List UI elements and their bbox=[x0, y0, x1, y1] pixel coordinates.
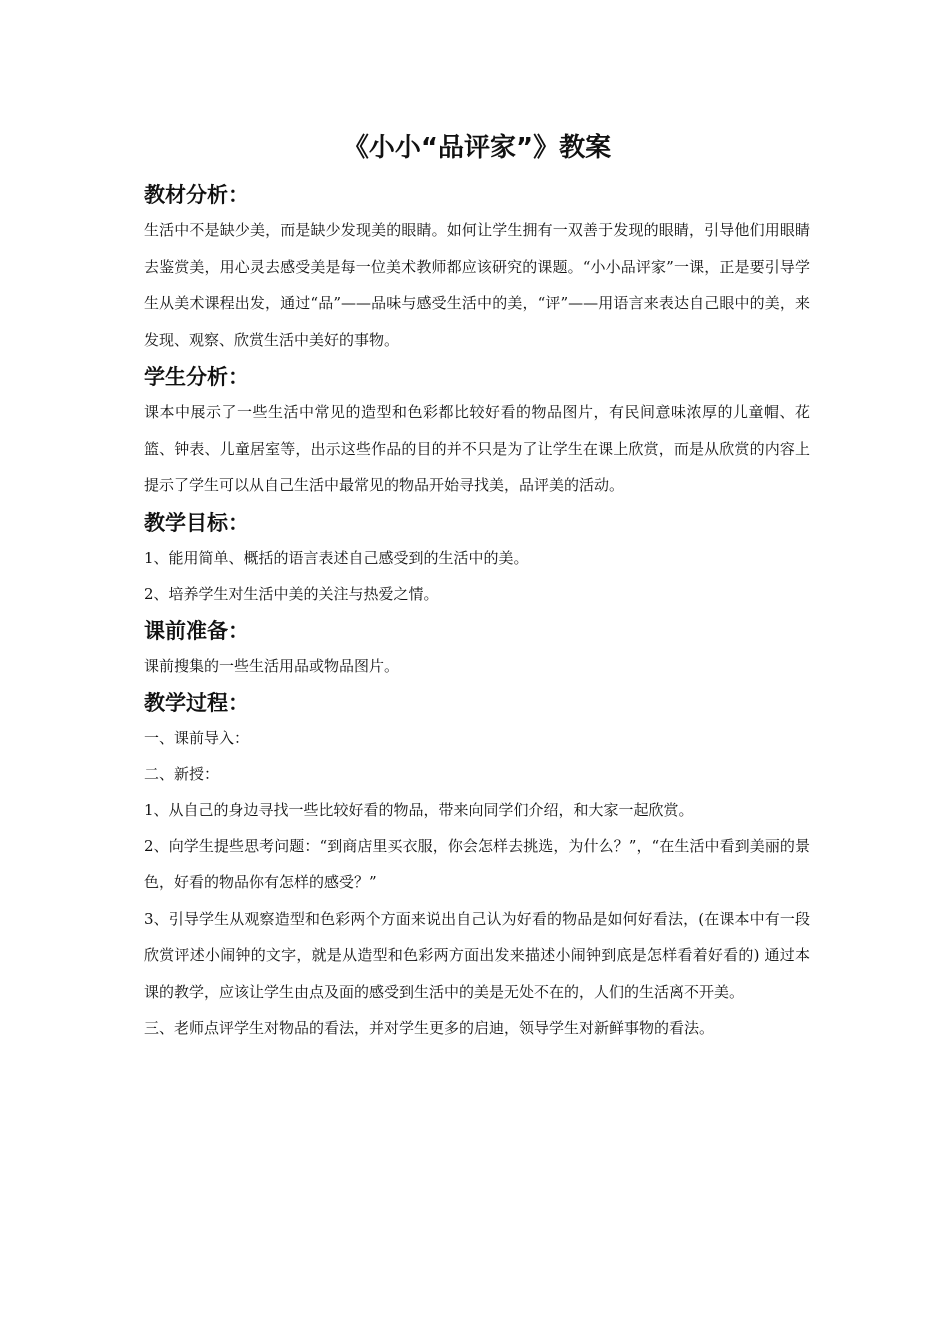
process-item-2: 2、向学生提些思考问题：“到商店里买衣服，你会怎样去挑选，为什么？”，“在生活中看到美丽的景色，好看的物品你有怎样的感受？” bbox=[144, 836, 810, 891]
paragraph-materials-analysis: 生活中不是缺少美，而是缺少发现美的眼睛。如何让学生拥有一双善于发现的眼睛，引导他们用眼睛去鉴赏美，用心灵去感受美是每一位美术教师都应该研究的课题。“小小品评家”一课，正是要引导学生从美术课程出发，通过“品”——品味与感受生活中的美，“评”——用语言来表达自己眼中的美，来发现、观察、欣赏生活中美好的事物。 bbox=[144, 221, 810, 349]
heading-preparation: 课前准备： bbox=[144, 618, 249, 643]
process-step-2: 二、新授： bbox=[144, 764, 220, 783]
heading-teaching-process: 教学过程： bbox=[144, 690, 249, 715]
process-item-3: 3、引导学生从观察造型和色彩两个方面来说出自己认为好看的物品是如何好看法，(在课本中有一段欣赏评述小闹钟的文字，就是从造型和色彩两方面出发来描述小闹钟到底是怎样看着好看的) 通过本课的教学，应该让学生由点及面的感受到生活中的美是无处不在的，人们的生活离不开美。 bbox=[144, 909, 810, 1001]
paragraph-student-analysis: 课本中展示了一些生活中常见的造型和色彩都比较好看的物品图片，有民间意味浓厚的儿童帽、花篮、钟表、儿童居室等，出示这些作品的目的并不只是为了让学生在课上欣赏，而是从欣赏的内容上提示了学生可以从自己生活中最常见的物品开始寻找美，品评美的活动。 bbox=[144, 403, 810, 494]
heading-teaching-goals: 教学目标： bbox=[144, 510, 249, 535]
document-title: 《小小“品评家”》教案 bbox=[342, 133, 612, 163]
process-step-3: 三、老师点评学生对物品的看法，并对学生更多的启迪，领导学生对新鲜事物的看法。 bbox=[144, 1019, 715, 1037]
heading-materials-analysis: 教材分析： bbox=[144, 183, 249, 207]
goal-item-2: 2、培养学生对生活中美的关注与热爱之情。 bbox=[144, 584, 439, 603]
goal-item-1: 1、能用简单、概括的语言表述自己感受到的生活中的美。 bbox=[144, 548, 529, 567]
heading-student-analysis: 学生分析： bbox=[144, 365, 249, 389]
paragraph-preparation: 课前搜集的一些生活用品或物品图片。 bbox=[144, 656, 400, 675]
process-step-1: 一、课前导入： bbox=[144, 728, 250, 747]
process-item-1: 1、从自己的身边寻找一些比较好看的物品，带来向同学们介绍，和大家一起欣赏。 bbox=[144, 800, 694, 819]
